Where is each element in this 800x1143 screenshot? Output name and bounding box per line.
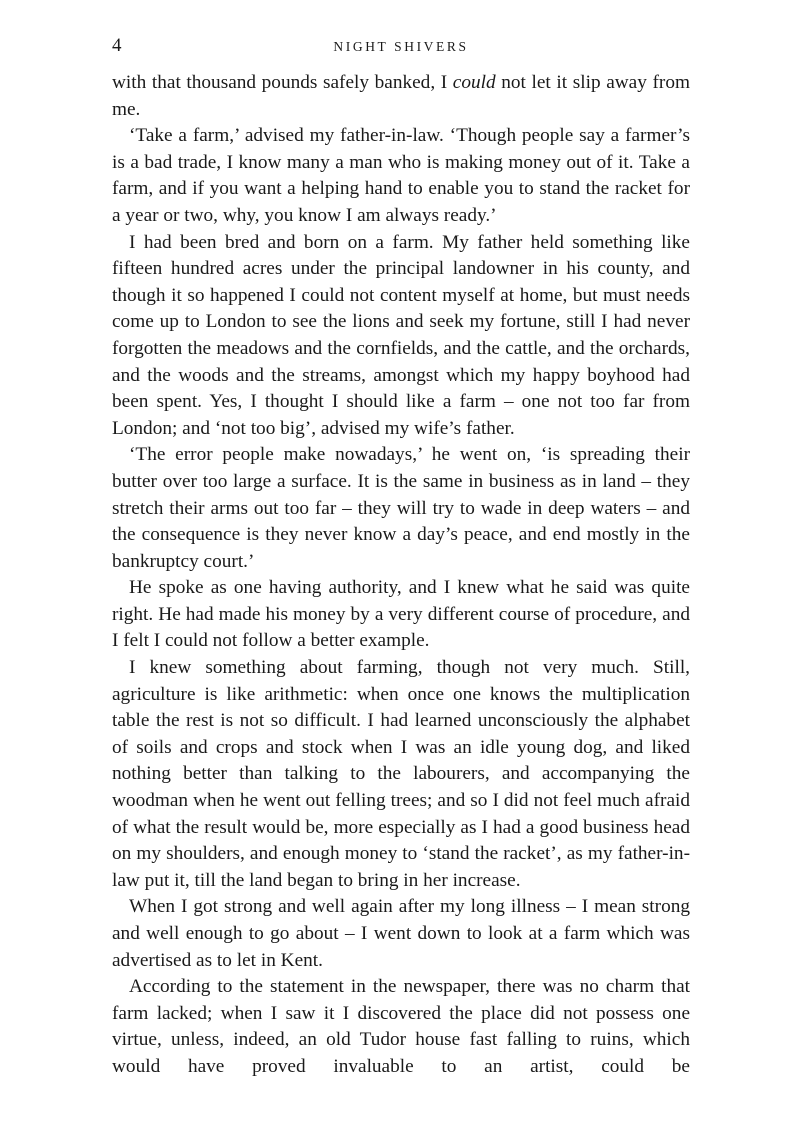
paragraph: When I got strong and well again after my long illness – I mean strong and well enough to go about – I went down to look at a farm which was advertised as to let in Kent.: [112, 896, 690, 971]
page-header: [112, 34, 690, 60]
paragraph: I had been bred and born on a farm. My father held something like fifteen hundred acres under the principal landowner in his county, and though it so happened I could not content myself at home, but must needs come up to London to see the lions and seek my fortune, still I had never forgotten the meadows and the cornfields, and the cattle, and the orchards, and the woods and the streams, amongst which my happy boyhood had been spent. Yes, I thought I should like a farm – one not too far from London; and ‘not too big’, advised my wife’s father.: [112, 231, 690, 439]
paragraph-text: not let it slip away from me.: [112, 72, 690, 120]
paragraph-continuation: [112, 70, 690, 123]
page-number: 4: [112, 35, 122, 56]
paragraph: ‘Take a farm,’ advised my father-in-law. ‘Though people say a farmer’s is a bad trade, I know many a man who is making money out of it. Take a farm, and if you want a helping hand to enable you to stand the racket for a year or two, why, you know I am always ready.’: [112, 125, 690, 226]
paragraph: He spoke as one having authority, and I knew what he said was quite right. He had made his money by a very different course of procedure, and I felt I could not follow a better example.: [112, 577, 690, 652]
emphasis-word: could: [452, 72, 496, 93]
paragraph: I knew something about farming, though not very much. Still, agriculture is like arithmetic: when once one knows the multiplication table the rest is not so difficult. I had learned unconsciously the alphabet of soils and crops and stock when I was an idle young dog, and liked nothing better than talking to the labourers, and accompanying the woodman when he went out felling trees; and so I did not feel much afraid of what the result would be, more especially as I had a good business head on my shoulders, and enough money to ‘stand the racket’, as my father-in-law put it, till the land began to bring in her increase.: [112, 657, 690, 891]
running-title: NIGHT SHIVERS: [333, 39, 469, 54]
paragraph: ‘The error people make nowadays,’ he went on, ‘is spreading their butter over too large a surface. It is the same in business as in land – they stretch their arms out too far – they will try to wade in deep waters – and the consequence is they never know a day’s peace, and end mostly in the bankruptcy court.’: [112, 444, 690, 572]
paragraph: According to the statement in the newspaper, there was no charm that farm lacked; when I saw it I discovered the place did not possess one virtue, unless, indeed, an old Tudor house fast falling to ruins, which would have proved invaluable to an artist, could be: [112, 976, 690, 1077]
body-text: [112, 70, 690, 1081]
paragraph-text: with that thousand pounds safely banked, I: [112, 72, 453, 93]
